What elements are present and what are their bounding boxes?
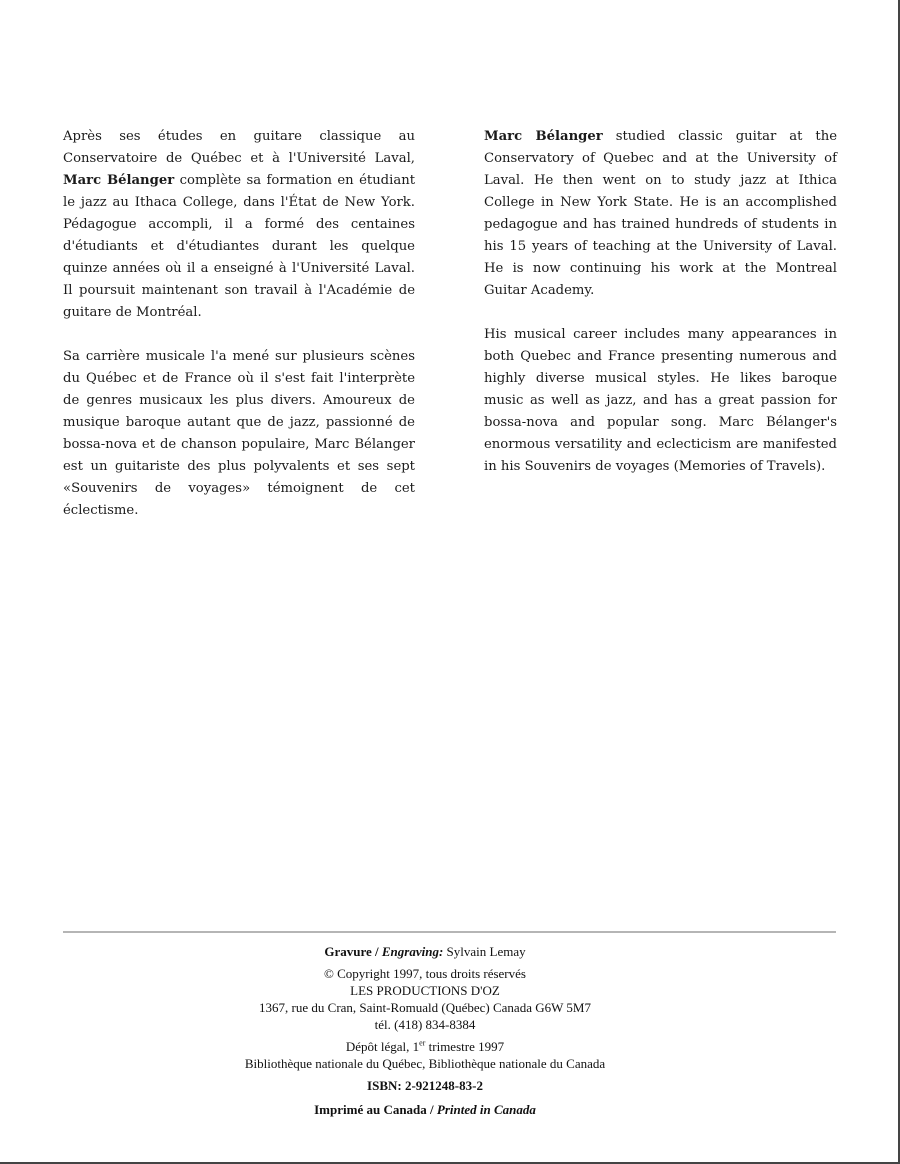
engraving-credit [63, 943, 787, 960]
french-paragraph-1 [63, 126, 415, 324]
legal-deposit-year: trimestre 1997 [425, 1039, 505, 1054]
legal-deposit [63, 1038, 787, 1055]
printed-in-en: Printed in Canada [436, 1102, 536, 1117]
isbn: ISBN: 2-921248-83-2 [367, 1078, 483, 1093]
copyright-notice: © Copyright 1997, tous droits réservés [324, 966, 526, 981]
national-libraries: Bibliothèque nationale du Québec, Bibliothèque nationale du Canada [244, 1056, 606, 1071]
english-paragraph-1 [484, 126, 837, 302]
french-paragraph-2: Sa carrière musicale l'a mené sur plusieurs scènes du Québec et de France où il s'est fait l'interprète de genres musicaux les plus divers. Amoureux de musique baroque autant que de jazz, passionné de bossa-nova et de chanson populaire, Marc Bélanger est un guitariste des plus polyvalents et ses sept «Souvenirs de voyages» témoignent de cet éclectisme. [63, 349, 415, 518]
engraver-name: Sylvain Lemay [443, 944, 526, 959]
divider-rule [63, 931, 836, 933]
english-artist-name: Marc Bélanger [484, 129, 603, 144]
colophon [63, 943, 787, 1118]
publisher-phone: tél. (418) 834-8384 [374, 1017, 476, 1032]
french-artist-name: Marc Bélanger [63, 173, 175, 188]
publisher-name: LES PRODUCTIONS D'OZ [350, 983, 500, 998]
french-biography [63, 126, 415, 544]
french-p1-text: complète sa formation en étudiant le jazz au Ithaca College, dans l'État de New York. Pédagogue accompli, il a formé des centaines d'étudiants et d'étudiantes durant les quelque quinze années où il a enseigné à l'Université Laval. Il poursuit maintenant son travail à l'Académie de guitare de Montréal. [63, 173, 415, 320]
english-paragraph-2: His musical career includes many appearances in both Quebec and France presenting numerous and highly diverse musical styles. He likes baroque music as well as jazz, and has a great passion for bossa-nova and popular song. Marc Bélanger's enormous versatility and eclecticism are manifested in his Souvenirs de voyages (Memories of Travels). [484, 327, 837, 474]
legal-deposit-superscript: er [419, 1038, 426, 1048]
engraving-label-fr: Gravure / [324, 944, 382, 959]
printed-in [63, 1101, 787, 1118]
publisher-address: 1367, rue du Cran, Saint-Romuald (Québec) Canada G6W 5M7 [259, 1000, 591, 1015]
printed-in-fr: Imprimé au Canada / [314, 1102, 437, 1117]
engraving-label-en: Engraving: [381, 944, 444, 959]
legal-deposit-text: Dépôt légal, 1 [345, 1039, 420, 1054]
english-p1-text: studied classic guitar at the Conservatory of Quebec and at the University of Laval. He then went on to study jazz at Ithica College in New York State. He is an accomplished pedagogue and has trained hundreds of students in his 15 years of teaching at the University of Laval. He is now continuing his work at the Montreal Guitar Academy. [484, 129, 837, 298]
french-intro-text: Après ses études en guitare classique au Conservatoire de Québec et à l'Université Laval, [63, 129, 415, 166]
english-biography [484, 126, 837, 500]
